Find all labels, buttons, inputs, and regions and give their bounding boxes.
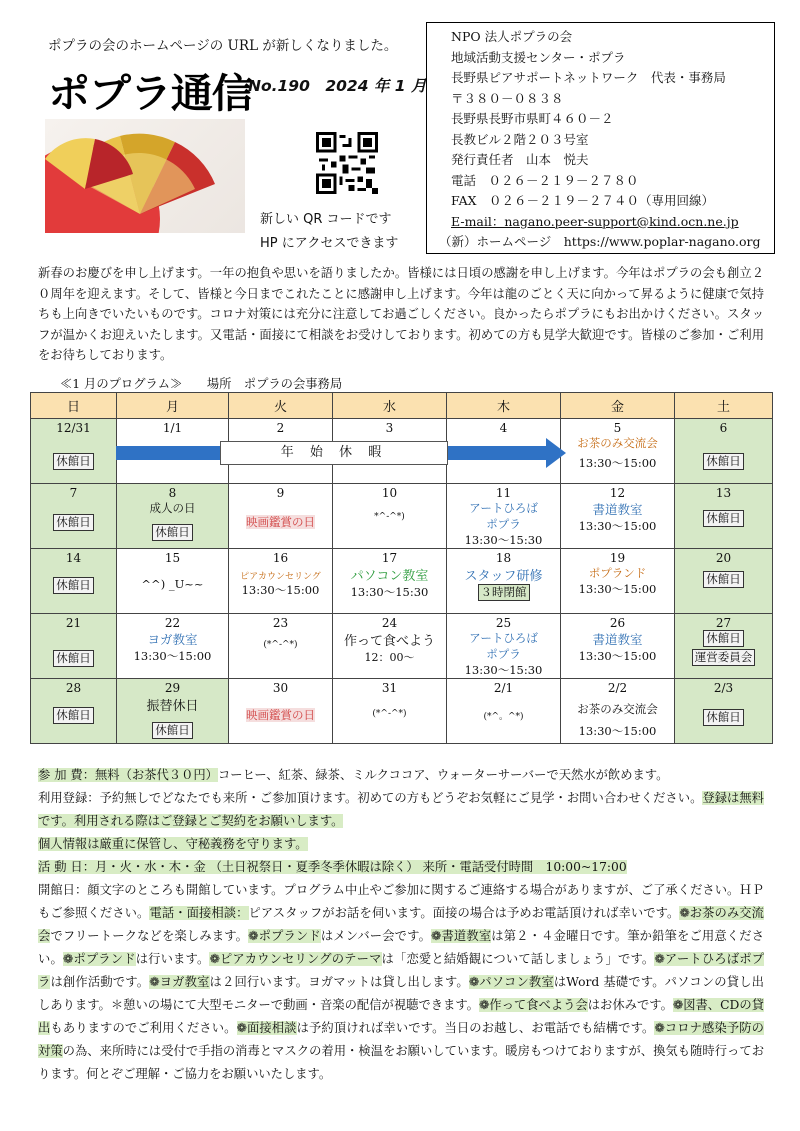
calendar-cell <box>447 614 561 679</box>
day-header: 日 <box>31 393 117 419</box>
new-year-holiday-banner <box>116 438 566 468</box>
date-number: 15 <box>164 551 181 565</box>
event-label: アートひろば <box>469 501 538 515</box>
calendar-cell <box>31 549 117 614</box>
kaomoji: (*^。^*) <box>483 712 524 722</box>
day-header: 火 <box>229 393 333 419</box>
event-label: 映画鑑賞の日 <box>246 708 315 722</box>
calendar-cell <box>561 614 675 679</box>
library-label: ❁図書、CDの貸出 <box>38 998 764 1035</box>
date-number: 31 <box>381 681 398 695</box>
peer-counseling-label: ❁ピアカウンセリングのテーマ <box>209 952 382 966</box>
newsletter-title: ポプラ通信 <box>48 71 253 117</box>
date-number: 27 <box>715 616 732 630</box>
calendar-cell <box>561 549 675 614</box>
closed-badge: 休館日 <box>152 722 193 739</box>
address-line-1: 長野県長野市県町４６０－２ <box>451 111 614 126</box>
event-label: ポプラ <box>486 517 521 531</box>
event-label: 書道教室 <box>592 632 643 647</box>
calendar-cell <box>447 484 561 549</box>
date-number: 28 <box>65 681 82 695</box>
date-number: 30 <box>272 681 289 695</box>
org-name: NPO 法人ポプラの会 <box>451 29 573 44</box>
art-plaza-text: は創作活動です。 <box>50 975 150 989</box>
kaomoji: (*^-^*) <box>263 640 298 650</box>
event-label: ピアカウンセリング <box>240 572 321 582</box>
popland-label-2: ❁ポプランド <box>62 952 136 966</box>
newsletter-title-block <box>48 62 253 119</box>
calendar-cell <box>447 679 561 744</box>
calendar-cell <box>675 614 773 679</box>
calligraphy-text: は第２・４金曜日です。筆か鉛筆をご用意ください。 <box>38 929 764 966</box>
event-label: スタッフ研修 <box>464 569 543 584</box>
closed-badge: 休館日 <box>703 510 744 527</box>
event-time: 13:30～15:00 <box>578 724 657 738</box>
homepage-link[interactable]: （新）ホームページ https://www.poplar-nagano.org <box>439 234 761 249</box>
date-number: 16 <box>272 551 289 565</box>
interview-label: ❁面接相談 <box>236 1021 297 1035</box>
publisher: 発行責任者 山本 悦夫 <box>451 152 589 167</box>
calendar-cell <box>561 419 675 484</box>
closed-badge: 休館日 <box>53 707 94 724</box>
date-number: 5 <box>613 421 622 435</box>
calendar-header-row <box>31 393 773 419</box>
activity-line <box>38 856 764 879</box>
privacy-text: 個人情報は厳重に保管し、守秘義務を守ります。 <box>38 837 308 851</box>
fee-description: コーヒー、紅茶、緑茶、ミルクココア、ウォーターサーバーで天然水が飲めます。 <box>217 768 669 782</box>
date-number: 17 <box>381 551 398 565</box>
popland-text-2: は行います。 <box>135 952 210 966</box>
event-label: アートひろば <box>469 631 538 645</box>
email-link[interactable]: E-mail：nagano.peer-support@kind.ocn.ne.jp <box>451 213 739 229</box>
event-time: 13:30～15:30 <box>350 585 429 599</box>
privacy-line <box>38 833 764 856</box>
calendar-cell <box>561 484 675 549</box>
committee-badge: 運営委員会 <box>692 649 756 666</box>
date-number: 12 <box>609 486 626 500</box>
library-text: もありますのでご利用ください。 <box>50 1021 237 1035</box>
network-name: 長野県ピアサポートネットワーク 代表・事務局 <box>451 70 726 85</box>
calendar-cell <box>117 549 229 614</box>
event-label: ポプラ <box>486 647 521 661</box>
calendar-cell <box>229 484 333 549</box>
event-label: ポプランド <box>588 566 647 580</box>
date-number: 2/2 <box>607 681 628 695</box>
day-header: 水 <box>333 393 447 419</box>
calendar-cell <box>675 679 773 744</box>
phone-consult-text: ピアスタッフがお話を伺います。面接の場合は予めお電話頂ければ幸いです。 <box>248 906 680 920</box>
tea-meeting-label: ❁お茶のみ交流会 <box>38 906 764 943</box>
program-details <box>38 879 764 1086</box>
date-number: 7 <box>69 486 78 500</box>
pc-class-text: はWord 基礎です。パソコンの貸し出しあります。＊憩いの場にて大型モニターで動画・音楽の配信が視聴できます。 <box>38 975 764 1012</box>
center-name: 地域活動支援センター・ポプラ <box>451 49 626 65</box>
covid-label: ❁コロナ感染予防の対策 <box>38 1021 764 1058</box>
date-number: 1/1 <box>162 421 183 435</box>
closed-badge: 休館日 <box>53 577 94 594</box>
calendar-cell <box>229 679 333 744</box>
date-number: 3 <box>385 421 394 435</box>
event-time: 13:30～15:00 <box>578 649 657 663</box>
early-close-badge: ３時閉館 <box>478 584 530 601</box>
new-year-fan-image <box>45 119 245 233</box>
event-label: お茶のみ交流会 <box>577 702 658 716</box>
date-number: 2/3 <box>713 681 734 695</box>
address-line-2: 長教ビル２階２０３号室 <box>451 131 589 147</box>
date-number: 11 <box>495 486 512 500</box>
yoga-label: ❁ヨガ教室 <box>149 975 210 989</box>
pc-class-label: ❁パソコン教室 <box>468 975 554 989</box>
calendar-week-row <box>31 549 773 614</box>
date-number: 22 <box>164 616 181 630</box>
closed-badge: 休館日 <box>152 524 193 541</box>
date-number: 12/31 <box>56 421 91 435</box>
date-number: 26 <box>609 616 626 630</box>
event-label: ヨガ教室 <box>147 632 198 647</box>
registration-line <box>38 787 764 833</box>
calendar-cell <box>117 614 229 679</box>
day-header: 月 <box>117 393 229 419</box>
bottom-info-section <box>38 764 764 1086</box>
program-heading: ≪1 月のプログラム≫ 場所 ポプラの会事務局 <box>60 377 343 391</box>
calendar-week-row <box>31 614 773 679</box>
date-number: 23 <box>272 616 289 630</box>
calendar-cell <box>117 484 229 549</box>
event-label: 作って食べよう <box>343 634 435 649</box>
calendar-cell <box>333 679 447 744</box>
event-time: 13:30～15:30 <box>464 663 543 677</box>
url-notice: ポプラの会のホームページの URL が新しくなりました。 <box>48 38 398 54</box>
date-number: 19 <box>609 551 626 565</box>
calendar-cell <box>31 614 117 679</box>
event-time: 13:30～15:00 <box>578 519 657 533</box>
calendar-week-row <box>31 679 773 744</box>
closed-badge: 休館日 <box>53 514 94 531</box>
calendar-cell <box>333 549 447 614</box>
event-label: パソコン教室 <box>350 569 429 584</box>
closed-badge: 休館日 <box>53 650 94 667</box>
date-number: 14 <box>65 551 82 565</box>
date-number: 24 <box>381 616 398 630</box>
popland-text: はメンバー会です。 <box>320 929 432 943</box>
date-number: 6 <box>719 421 728 435</box>
cooking-label: ❁作って食べよう会 <box>478 998 588 1012</box>
date-number: 20 <box>715 551 732 565</box>
calendar-week-row <box>31 484 773 549</box>
event-time: 13:30～15:00 <box>133 649 212 663</box>
date-number: 9 <box>276 486 285 500</box>
event-time: 12：00～ <box>364 651 415 664</box>
calligraphy-label: ❁書道教室 <box>431 929 492 943</box>
art-plaza-label: ❁アートひろばポプラ <box>38 952 764 989</box>
holiday-label: 振替休日 <box>146 699 199 714</box>
date-number: 10 <box>381 486 398 500</box>
holiday-label: 成人の日 <box>149 501 196 515</box>
registration-text: 利用登録：予約無しでどなたでも来所・ご参加頂けます。初めての方もどうぞお気軽にご見学・お問い合わせください。 <box>38 791 703 805</box>
calendar-cell <box>31 679 117 744</box>
closed-badge: 休館日 <box>703 709 744 726</box>
covid-text: の為、来所時には受付で手指の消毒とマスクの着用・検温をお願いしています。暖房もつけておりますが、換気も随時行っております。何とぞご理解・ご協力をお願いいたします。 <box>38 1044 764 1081</box>
event-time: 13:30～15:00 <box>578 582 657 596</box>
closed-badge: 休館日 <box>53 453 94 470</box>
phone-consult-label: 電話・面接相談： <box>149 906 249 920</box>
qr-caption-2: HP にアクセスできます <box>260 236 399 251</box>
popland-label: ❁ポプランド <box>248 929 321 943</box>
qr-caption-1: 新しい QR コードです <box>260 212 392 227</box>
event-time: 13:30～15:30 <box>464 533 543 547</box>
day-header: 木 <box>447 393 561 419</box>
cooking-text: はお休みです。 <box>587 998 673 1012</box>
calendar-cell <box>117 679 229 744</box>
date-number: 4 <box>499 421 508 435</box>
intro-paragraph: 新春のお慶びを申し上げます。一年の抱負や思いを語りましたか。皆様には日頃の感謝を申し上げます。今年はポプラの会も創立２０周年を迎えます。そして、皆様と今日までこれたことに感謝申し上げます。今年は龍のごとく天に向かって昇るように健康で気持ちも上向きでいたいものです。コロナ対策には充分に注意してお過ごしください。良かったらポプラにもお出かけください。スタッフが温かくお迎えいたします。又電話・面接にて相談をお受けしております。初めての方も見学大歓迎です。皆様のご参加・ご利用をお待ちしております。 <box>38 266 764 362</box>
yoga-text: は２回行います。ヨガマットは貸し出します。 <box>209 975 469 989</box>
kaomoji: ^^) _U~~ <box>141 577 204 591</box>
calendar-cell <box>675 419 773 484</box>
activity-days: 活 動 日：月・火・水・木・金 （土日祝祭日・夏季冬季休暇は除く） 来所・電話受付時間 10:00~17:00 <box>38 860 627 874</box>
calendar-cell <box>447 549 561 614</box>
event-label: お茶のみ交流会 <box>577 436 658 450</box>
day-header: 土 <box>675 393 773 419</box>
closed-badge: 休館日 <box>703 630 744 647</box>
fax-number: FAX ０２６－２１９－２７４０（専用回線） <box>451 193 715 208</box>
calendar-cell <box>31 419 117 484</box>
event-label: 映画鑑賞の日 <box>246 515 315 529</box>
calendar-cell <box>333 614 447 679</box>
issue-number: No.190 2024 年 1 月 <box>248 77 427 95</box>
phone-number: 電話 ０２６－２１９－２７８０ <box>451 172 639 188</box>
interview-text: は予約頂ければ幸いです。当日のお越し、お電話でも結構です。 <box>296 1021 655 1035</box>
open-day-note: 開館日：顔文字のところも開館しています。プログラム中止やご参加に関するご連絡する場合がありますが、ご了承ください。ＨＰもご参照ください。 <box>38 883 764 920</box>
date-number: 25 <box>495 616 512 630</box>
calendar-cell <box>561 679 675 744</box>
postal-code: 〒３８０－０８３８ <box>451 90 564 106</box>
day-header: 金 <box>561 393 675 419</box>
date-number: 8 <box>168 486 177 500</box>
fee-label: 参 加 費：無料（お茶代３０円） <box>38 768 218 782</box>
calendar-cell <box>31 484 117 549</box>
tea-meeting-text: でフリートークなどを楽しみます。 <box>50 929 249 943</box>
calendar-cell <box>675 484 773 549</box>
calendar-cell <box>333 484 447 549</box>
holiday-banner-text: 年 始 休 暇 <box>220 441 448 465</box>
date-number: 18 <box>495 551 512 565</box>
date-number: 29 <box>164 681 181 695</box>
event-time: 13:30～15:00 <box>241 583 320 597</box>
date-number: 21 <box>65 616 82 630</box>
event-label: 書道教室 <box>592 502 643 517</box>
closed-badge: 休館日 <box>703 453 744 470</box>
calendar-cell <box>675 549 773 614</box>
kaomoji: (*^-^*) <box>372 709 407 719</box>
kaomoji: *^-^*) <box>374 512 405 522</box>
qr-code[interactable] <box>316 132 378 194</box>
calendar-cell <box>229 614 333 679</box>
organization-info-box <box>426 22 775 254</box>
date-number: 2 <box>276 421 285 435</box>
peer-counseling-text: は「恋愛と結婚観について話しましょう」です。 <box>381 952 655 966</box>
fee-line <box>38 764 764 787</box>
closed-badge: 休館日 <box>703 571 744 588</box>
date-number: 2/1 <box>493 681 514 695</box>
calendar-cell <box>229 549 333 614</box>
registration-note: 登録は無料です。利用される際はご登録とご契約をお願いします。 <box>38 791 764 828</box>
date-number: 13 <box>715 486 732 500</box>
event-time: 13:30～15:00 <box>578 456 657 470</box>
